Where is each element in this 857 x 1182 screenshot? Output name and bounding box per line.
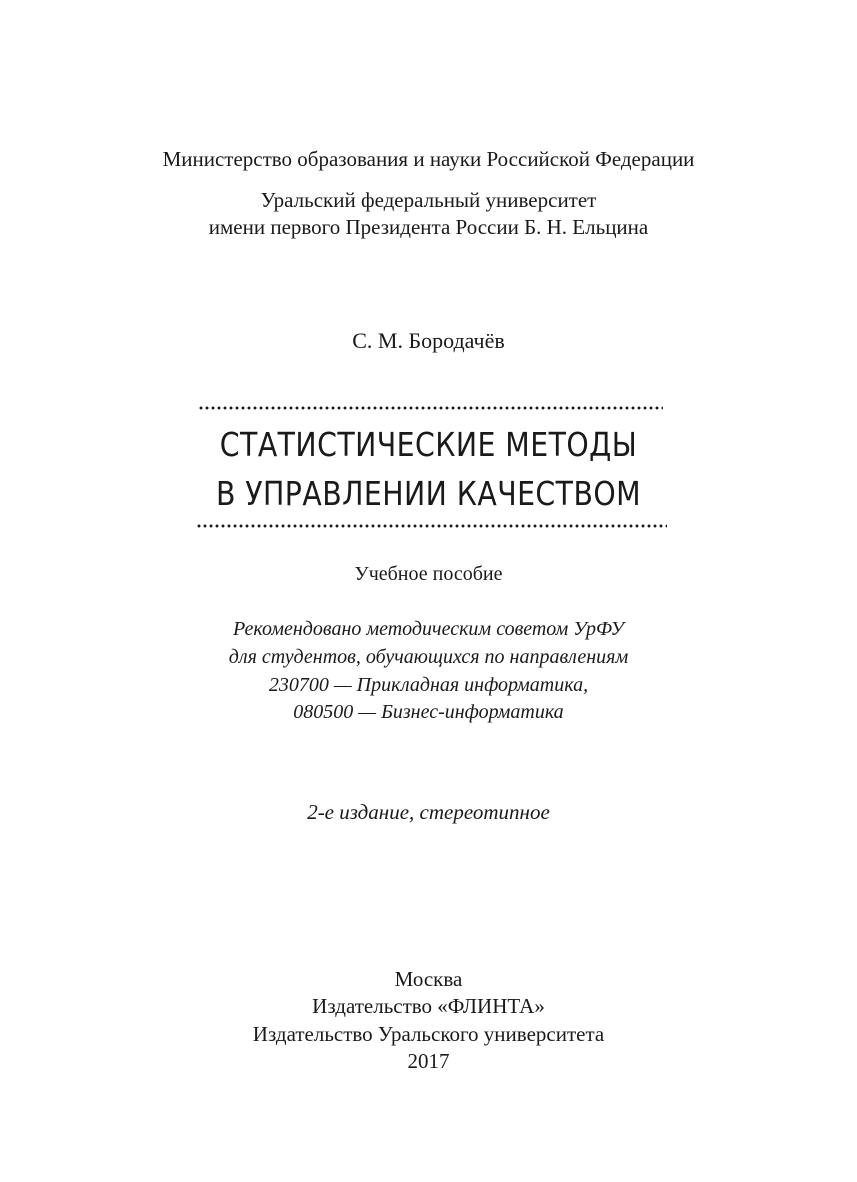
university-line-2: имени первого Президента России Б. Н. Ельцина xyxy=(208,215,649,239)
top-dotted-divider xyxy=(198,406,663,410)
university-line-1: Уральский федеральный университет xyxy=(260,188,597,212)
book-title-line-1: СТАТИСТИЧЕСКИЕ МЕТОДЫ xyxy=(219,425,638,464)
document-type: Учебное пособие xyxy=(354,563,503,585)
recommendation-line-3: 230700 — Прикладная информатика, xyxy=(268,674,589,696)
recommendation-line-2: для студентов, обучающихся по направлениям xyxy=(228,646,629,668)
edition-note: 2-е издание, стереотипное xyxy=(307,800,550,824)
bottom-dotted-divider xyxy=(196,524,667,528)
ministry-line: Министерство образования и науки Российской Федерации xyxy=(162,147,695,171)
book-title-line-2: В УПРАВЛЕНИИ КАЧЕСТВОМ xyxy=(215,474,642,513)
recommendation-line-1: Рекомендовано методическим советом УрФУ xyxy=(233,618,624,640)
imprint-publisher-1: Издательство «ФЛИНТА» xyxy=(312,994,545,1018)
recommendation-line-4: 080500 — Бизнес-информатика xyxy=(293,701,564,723)
imprint-year: 2017 xyxy=(407,1049,450,1073)
imprint-publisher-2: Издательство Уральского университета xyxy=(252,1022,605,1046)
author-name: С. М. Бородачёв xyxy=(352,328,505,353)
imprint-city: Москва xyxy=(394,967,463,991)
